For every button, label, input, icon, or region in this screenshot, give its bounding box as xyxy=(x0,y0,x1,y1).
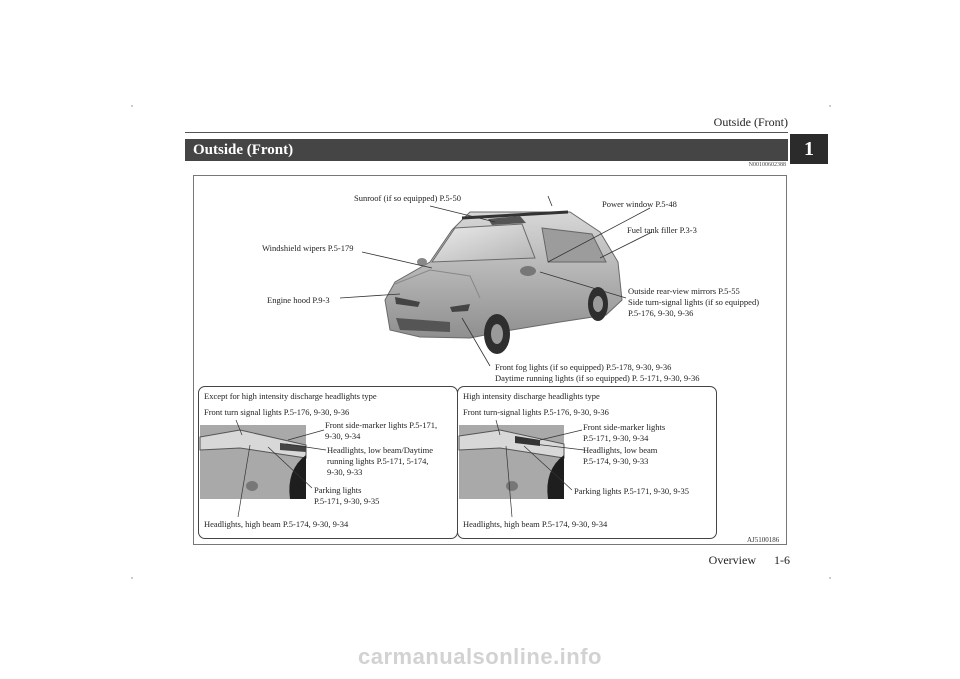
watermark: carmanualsonline.info xyxy=(358,644,602,669)
left-high-beam-label: Headlights, high beam P.5-174, 9-30, 9-34 xyxy=(204,519,349,529)
callout-fog-lights: Front fog lights (if so equipped) P.5-178, 9-30, 9-36 Daytime running lights (if so equipped) P. 5-171, 9-30, 9-36 xyxy=(495,362,700,383)
right-high-beam-label: Headlights, high beam P.5-174, 9-30, 9-34 xyxy=(463,519,608,529)
callout-engine-hood: Engine hood P.9-3 xyxy=(267,295,330,305)
right-turn-signal-label: Front turn-signal lights P.5-176, 9-30, 9-36 xyxy=(463,407,609,417)
callout-fuel-filler: Fuel tank filler P.3-3 xyxy=(627,225,697,235)
right-side-marker-label: Front side-marker lights P.5-171, 9-30, 9-34 xyxy=(583,422,666,443)
reference-code: N00100602388 xyxy=(748,162,786,168)
right-parking-label: Parking lights P.5-171, 9-30, 9-35 xyxy=(574,486,689,496)
left-side-marker-label: Front side-marker lights P.5-171, 9-30, 9-34 xyxy=(325,420,438,441)
crop-mark xyxy=(829,105,831,107)
right-panel-heading: High intensity discharge headlights type xyxy=(463,391,600,401)
left-turn-signal-label: Front turn signal lights P.5-176, 9-30, 9-36 xyxy=(204,407,350,417)
chapter-name: Overview xyxy=(708,553,756,567)
left-parking-label: Parking lights P.5-171, 9-30, 9-35 xyxy=(314,485,380,506)
crop-mark xyxy=(131,105,133,107)
left-low-beam-label: Headlights, low beam/Daytime running lights P.5-171, 5-174, 9-30, 9-33 xyxy=(327,445,433,477)
callout-sunroof: Sunroof (if so equipped) P.5-50 xyxy=(354,193,461,203)
left-panel-heading: Except for high intensity discharge headlights type xyxy=(204,391,377,401)
page-footer xyxy=(700,553,790,568)
right-low-beam-label: Headlights, low beam P.5-174, 9-30, 9-33 xyxy=(583,445,658,466)
figure-id: AJ5100186 xyxy=(747,536,780,544)
section-title: Outside (Front) xyxy=(185,139,788,161)
crop-mark xyxy=(131,577,133,579)
callout-wipers: Windshield wipers P.5-179 xyxy=(262,243,354,253)
chapter-tab: 1 xyxy=(790,134,828,164)
crop-mark xyxy=(829,577,831,579)
callout-mirrors: Outside rear-view mirrors P.5-55 Side turn-signal lights (if so equipped) P.5-176, 9-30, 9-36 xyxy=(628,286,760,318)
callout-power-window: Power window P.5-48 xyxy=(602,199,677,209)
running-header: Outside (Front) xyxy=(713,115,788,129)
page-number: 1-6 xyxy=(774,553,790,567)
